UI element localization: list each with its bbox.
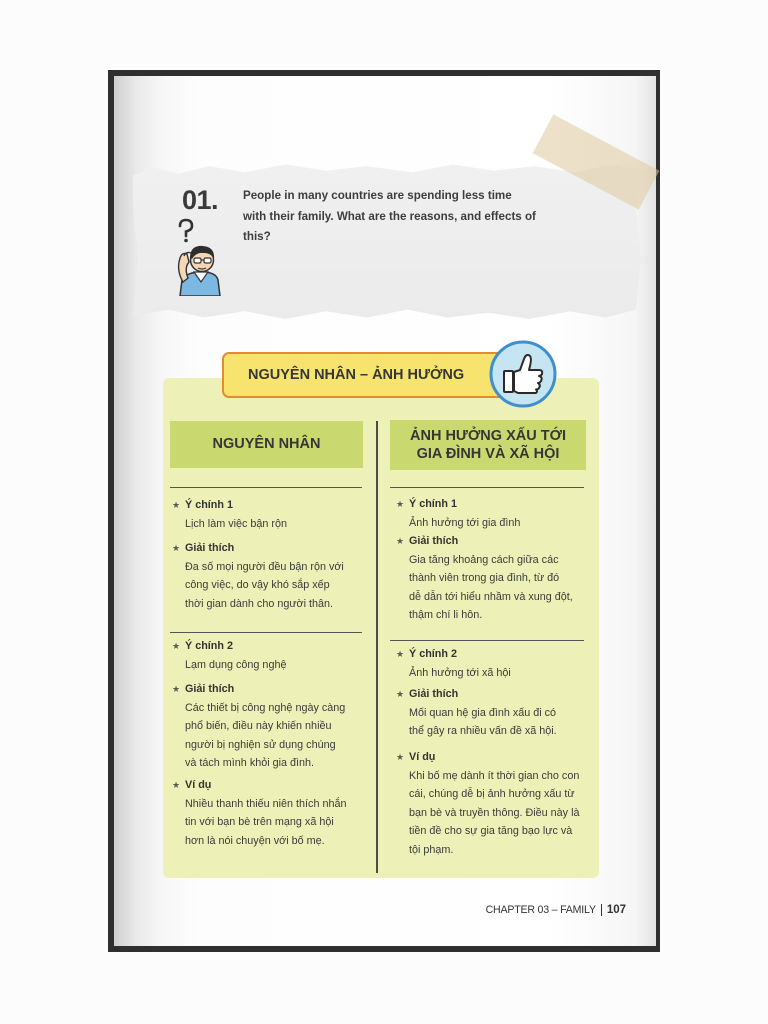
causes-header: NGUYÊN NHÂN	[170, 421, 363, 468]
explain-line: Gia tăng khoảng cách giữa các	[409, 553, 559, 566]
thinking-man-icon	[166, 218, 224, 296]
question-line: with their family. What are the reasons, and effects of	[243, 209, 536, 223]
explain-label-row	[185, 680, 345, 699]
star-bullet-icon	[172, 496, 182, 515]
example-line: bạn bè và truyền thông. Điều này là	[409, 806, 580, 819]
star-bullet-icon	[396, 748, 406, 767]
star-bullet-icon	[396, 645, 406, 664]
star-bullet-icon	[172, 680, 182, 699]
explain-line: Các thiết bị công nghệ ngày càng	[185, 701, 346, 714]
star-bullet-icon	[172, 539, 182, 558]
section-rule	[170, 632, 362, 633]
question-line: this?	[243, 230, 271, 243]
explain-label: Giải thích	[409, 535, 459, 547]
example-line: tội phạm.	[409, 843, 454, 856]
effects-header-line: ẢNH HƯỞNG XẤU TỚI	[410, 428, 566, 444]
question-number: 01.	[182, 185, 219, 215]
cause-1-idea	[185, 496, 287, 533]
example-line: cái, chúng dễ bị ảnh hưởng xấu từ	[409, 788, 575, 800]
thumbs-up-icon	[488, 339, 558, 409]
idea-label-row	[409, 645, 511, 664]
effect-1-idea	[409, 495, 520, 532]
example-line: tin với bạn bè trên mạng xã hội	[185, 816, 334, 828]
section-rule	[390, 487, 584, 488]
cause-1-explanation	[185, 539, 344, 613]
column-divider	[376, 421, 378, 873]
section-rule	[390, 640, 584, 641]
star-bullet-icon	[172, 637, 182, 656]
explain-line: công việc, do vậy khó sắp xếp	[185, 579, 330, 591]
cause-2-explanation	[185, 680, 345, 773]
explain-line: và tách mình khỏi gia đình.	[185, 757, 315, 769]
example-line: tiền đề cho sự gia tăng bạo lực và	[409, 825, 573, 837]
page-number: 107	[606, 904, 626, 916]
effect-2-explanation	[409, 685, 557, 741]
star-bullet-icon	[396, 685, 406, 704]
idea-label: Ý chính 1	[409, 498, 457, 510]
idea-text: Ảnh hưởng tới xã hội	[409, 666, 511, 679]
section-rule	[170, 487, 362, 488]
explain-label: Giải thích	[409, 688, 459, 700]
explain-label-row	[185, 539, 344, 558]
cause-2-example	[185, 776, 346, 850]
explain-line: phổ biến, điều này khiến nhiều	[185, 720, 332, 732]
idea-label: Ý chính 2	[409, 648, 457, 660]
example-label-row	[409, 748, 579, 767]
example-line: hơn là nói chuyện với bố mẹ.	[185, 834, 325, 847]
example-label-row	[185, 776, 346, 795]
explain-label: Giải thích	[185, 683, 235, 695]
effect-2-idea	[409, 645, 511, 682]
explain-label-row	[409, 532, 573, 551]
explain-line: thể gây ra nhiều vấn đề xã hội.	[409, 725, 557, 737]
idea-label-row	[185, 637, 286, 656]
effect-1-explanation	[409, 532, 573, 625]
effects-header-line: GIA ĐÌNH VÀ XÃ HỘI	[416, 446, 560, 462]
idea-label: Ý chính 1	[185, 499, 233, 511]
star-bullet-icon	[396, 532, 406, 551]
explain-line: người bị nghiện sử dụng chúng	[185, 738, 336, 751]
explain-line: thậm chí li hôn.	[409, 609, 483, 621]
section-banner: NGUYÊN NHÂN – ẢNH HƯỞNG	[222, 352, 512, 398]
star-bullet-icon	[396, 495, 406, 514]
example-line: Nhiều thanh thiếu niên thích nhắn	[185, 797, 347, 810]
example-label: Ví dụ	[409, 751, 436, 763]
example-label: Ví dụ	[185, 779, 212, 791]
footer-separator	[601, 904, 602, 916]
explain-line: dễ dẫn tới hiểu nhầm và xung đột,	[409, 590, 573, 603]
idea-label-row	[185, 496, 287, 515]
idea-text: Ảnh hưởng tới gia đình	[409, 516, 521, 529]
explain-line: Đa số mọi người đều bận rộn với	[185, 560, 344, 573]
explain-label-row	[409, 685, 557, 704]
explain-line: thời gian dành cho người thân.	[185, 597, 334, 610]
example-line: Khi bố mẹ dành ít thời gian cho con	[409, 769, 580, 782]
effects-header	[390, 420, 586, 470]
idea-label-row	[409, 495, 520, 514]
question-line: People in many countries are spending less time	[243, 189, 512, 202]
question-text	[243, 186, 536, 248]
cause-2-idea	[185, 637, 286, 674]
explain-line: Mối quan hệ gia đình xấu đi có	[409, 706, 557, 719]
chapter-label: CHAPTER 03 – FAMILY	[485, 904, 596, 916]
idea-text: Lịch làm việc bận rộn	[185, 517, 288, 530]
star-bullet-icon	[172, 776, 182, 795]
explain-line: thành viên trong gia đình, từ đó	[409, 572, 560, 584]
effect-2-example	[409, 748, 579, 859]
explain-label: Giải thích	[185, 542, 235, 554]
page-footer	[486, 901, 626, 919]
idea-text: Lạm dụng công nghệ	[185, 658, 287, 671]
idea-label: Ý chính 2	[185, 640, 233, 652]
